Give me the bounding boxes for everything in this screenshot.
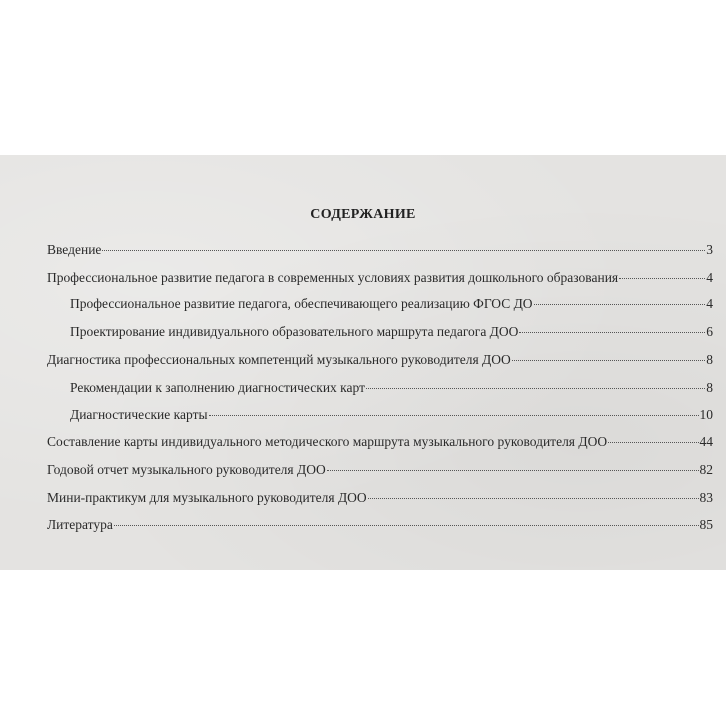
toc-entry-page: 6 [706,324,713,339]
toc-entry-page: 8 [706,380,713,395]
toc-title: СОДЕРЖАНИЕ [310,207,416,222]
book-page [0,155,726,570]
toc-entry-label: Годовой отчет музыкального руководителя ДОО [47,462,326,477]
toc-entry-page: 3 [706,242,713,257]
toc-entry-label: Проектирование индивидуального образовательного маршрута педагога ДОО [70,324,519,339]
toc-entry [47,517,713,533]
toc-entry [70,407,713,423]
toc-entry-page: 10 [699,407,713,422]
toc-entry-page: 82 [699,462,713,477]
dot-leader [366,388,705,389]
toc-entry-page: 4 [706,270,713,285]
dot-leader [534,304,706,305]
dot-leader [368,498,699,499]
dot-leader [512,360,705,361]
toc-entry-label: Литература [47,517,113,532]
toc-entry-page: 85 [699,517,713,532]
dot-leader [327,470,699,471]
toc-entry-label: Мини-практикум для музыкального руководителя ДОО [47,490,367,505]
toc-entry-page: 83 [699,490,713,505]
toc-entry [47,462,713,478]
dot-leader [114,525,699,526]
toc-entry [47,490,713,506]
toc-entry [47,242,713,258]
dot-leader [209,415,699,416]
toc-entry [70,324,713,340]
dot-leader [608,442,698,443]
toc-entry-label: Диагностические карты [70,407,208,422]
toc-entry-page: 4 [706,296,713,311]
toc-entry-page: 44 [699,434,713,449]
dot-leader [619,278,705,279]
dot-leader [102,250,705,251]
dot-leader [519,332,705,333]
toc-entry [47,270,713,286]
toc-entry [47,352,713,368]
toc-entry-label: Профессиональное развитие педагога в современных условиях развития дошкольного образования [47,270,619,285]
toc-entry-label: Диагностика профессиональных компетенций музыкального руководителя ДОО [47,352,511,367]
toc-entry-page: 8 [706,352,713,367]
toc-entry-label: Введение [47,242,102,257]
toc-entry [70,380,713,396]
toc-entry-label: Рекомендации к заполнению диагностических карт [70,380,365,395]
toc-entry [70,296,713,312]
toc-entry-label: Составление карты индивидуального методического маршрута музыкального руководителя ДОО [47,434,608,449]
toc-entry [47,434,713,450]
toc-entry-label: Профессиональное развитие педагога, обеспечивающего реализацию ФГОС ДО [70,296,533,311]
